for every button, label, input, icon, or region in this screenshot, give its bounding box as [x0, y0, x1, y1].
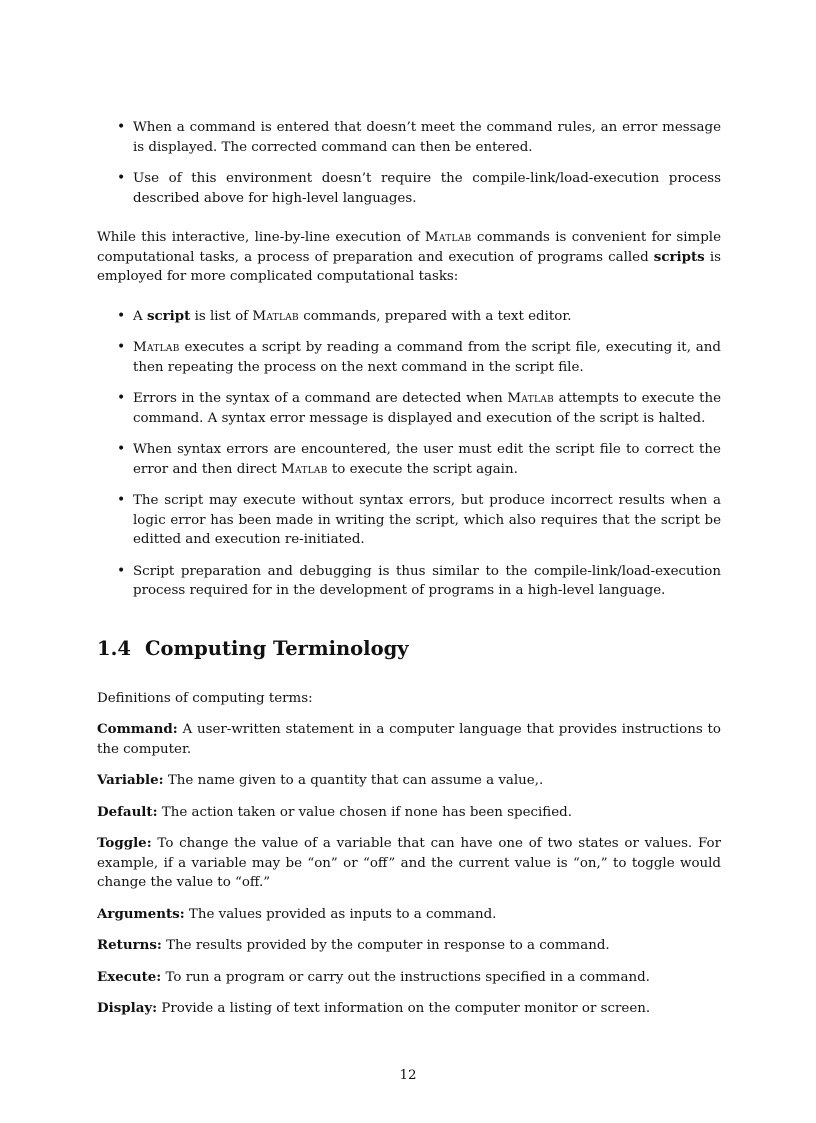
- list-item: • The script may execute without syntax errors, but produce incorrect results when a logic error has been made in writing the script, which also requires that the script be editted and execution re-initiated.: [97, 491, 721, 550]
- page-content: [97, 118, 721, 1019]
- list-item: • Use of this environment doesn’t require the compile-link/load-execution process described above for high-level languages.: [97, 169, 721, 208]
- list-item: [97, 338, 721, 377]
- matlab-name: Matlab: [281, 461, 328, 477]
- definition-term: Variable:: [97, 772, 164, 788]
- definition-term: Returns:: [97, 937, 162, 953]
- definition-returns: [97, 936, 721, 956]
- paragraph-text: commands is convenient for simple computational tasks, a process of preparation and execution of programs called: [97, 230, 721, 265]
- definitions-intro: Definitions of computing terms:: [97, 690, 313, 706]
- bullet-list-command-rules: [97, 118, 721, 208]
- item-text: executes a script by reading a command from the script file, executing it, and then repeating the process on the next command in the script file.: [133, 340, 721, 375]
- definition-text: The action taken or value chosen if none has been specified.: [157, 804, 572, 820]
- definition-text: Provide a listing of text information on the computer monitor or screen.: [157, 1001, 651, 1016]
- bullet-list-scripts: [97, 307, 721, 601]
- paragraph-text: While this interactive, line-by-line execution of: [97, 230, 425, 245]
- intro-paragraph: [97, 228, 721, 287]
- definition-term: Display:: [97, 1000, 158, 1016]
- definition-arguments: [97, 905, 721, 925]
- definition-text: The results provided by the computer in response to a command.: [161, 938, 610, 953]
- matlab-name: Matlab: [424, 230, 472, 245]
- definition-text: The values provided as inputs to a command.: [184, 906, 497, 922]
- definition-term: Execute:: [97, 968, 162, 985]
- item-text: is list of: [190, 308, 253, 324]
- matlab-name: Matlab: [507, 391, 555, 406]
- matlab-name: Matlab: [252, 308, 299, 324]
- definition-default: [97, 803, 721, 823]
- definition-text: To change the value of a variable that can have one of two states or values. For example, if a variable may be “on” or “off” and the current value is “on,” to toggle would change the value to “off.”: [97, 836, 721, 890]
- matlab-name: Matlab: [133, 340, 180, 355]
- paragraph-text: is employed for more complicated computational tasks:: [97, 249, 721, 284]
- definition-term: Command:: [97, 721, 178, 737]
- term-scripts: scripts: [653, 248, 705, 265]
- definition-execute: [97, 968, 721, 988]
- definition-toggle: [97, 834, 721, 893]
- list-item: [97, 389, 721, 428]
- list-item: [97, 307, 721, 327]
- section-number: 1.4: [97, 636, 131, 660]
- definition-term: Arguments:: [97, 905, 185, 922]
- item-text: commands, prepared with a text editor.: [298, 308, 572, 324]
- definition-text: A user-written statement in a computer language that provides instructions to the computer.: [97, 722, 721, 757]
- item-text: attempts to execute the command. A syntax error message is displayed and execution of the script is halted.: [133, 391, 721, 426]
- list-item: • Script preparation and debugging is thus similar to the compile-link/load-execution process required for in the development of programs in a high-level language.: [97, 562, 721, 601]
- definitions-list: [97, 720, 721, 1019]
- definition-term: Toggle:: [97, 835, 152, 851]
- definition-text: The name given to a quantity that can assume a value,.: [163, 773, 544, 788]
- list-item: [97, 440, 721, 479]
- list-item: • When a command is entered that doesn’t meet the command rules, an error message is displayed. The corrected command can then be entered.: [97, 118, 721, 157]
- page-number: 12: [399, 1068, 417, 1083]
- item-text: A: [133, 308, 147, 324]
- definition-variable: [97, 771, 721, 791]
- item-text: to execute the script again.: [327, 461, 518, 477]
- term-script: script: [146, 307, 191, 324]
- definition-command: [97, 720, 721, 759]
- definition-term: Default:: [97, 803, 158, 820]
- item-text: When syntax errors are encountered, the user must edit the script file to correct the error and then direct: [133, 442, 721, 477]
- section-heading: [97, 637, 721, 661]
- definition-text: To run a program or carry out the instructions specified in a command.: [161, 969, 650, 985]
- definition-display: [97, 999, 721, 1019]
- section-title: Computing Terminology: [145, 636, 409, 660]
- item-text: Errors in the syntax of a command are detected when: [133, 391, 508, 406]
